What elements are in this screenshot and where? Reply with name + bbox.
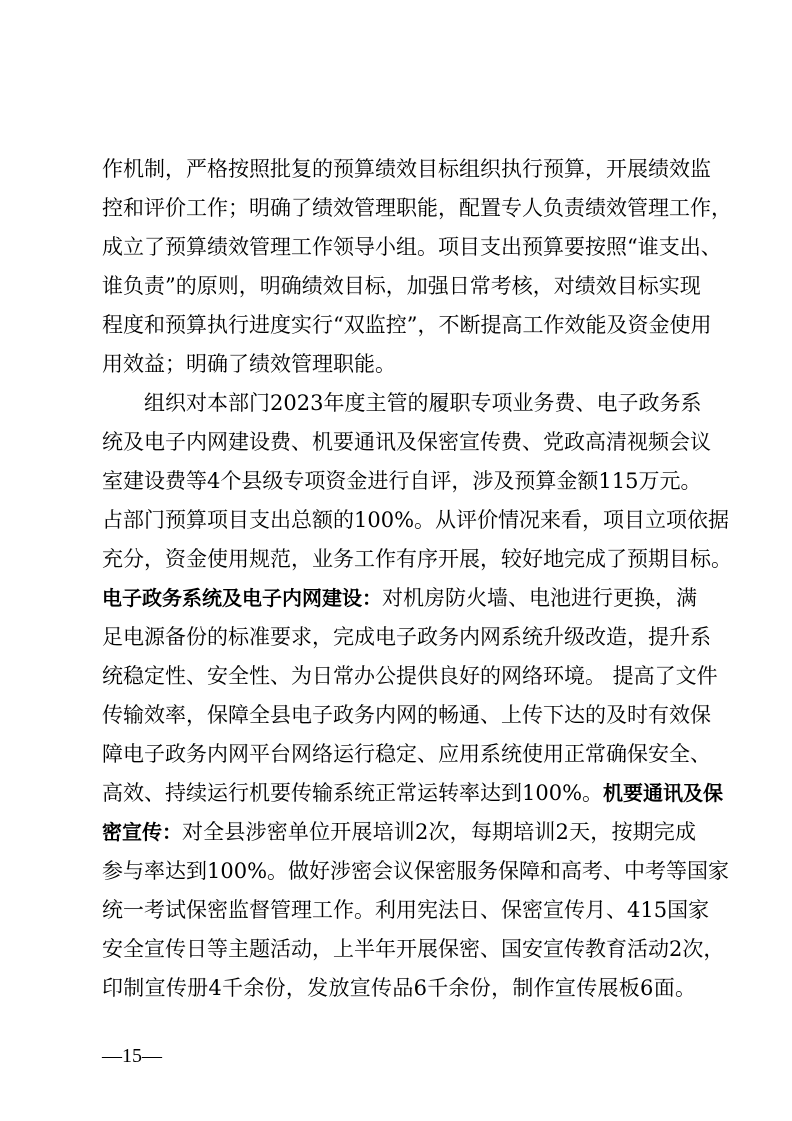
section-heading-e-gov: 电子政务系统及电子内网建设： (102, 586, 382, 610)
paragraph-2-line-3: 室建设费等4个县级专项资金进行自评，涉及预算金额115万元。 (102, 469, 702, 493)
line-before-heading-2: 高效、持续运行机要传输系统正常运转率达到100%。 (102, 781, 604, 805)
paragraph-2-line-14: 统一考试保密监督管理工作。利用宪法日、保密宣传月、415国家 (102, 898, 710, 922)
paragraph-1-line-6: 用效益；明确了绩效管理职能。 (102, 352, 396, 376)
paragraph-2-line-15: 安全宣传日等主题活动，上半年开展保密、国安宣传教育活动2次， (102, 937, 725, 961)
paragraph-2-line-11 (102, 778, 724, 808)
section-heading-e-gov-text: 对机房防火墙、电池进行更换，满 (382, 586, 697, 610)
paragraph-2-line-12 (102, 817, 696, 847)
paragraph-2-line-7: 足电源备份的标准要求，完成电子政务内网系统升级改造，提升系 (102, 625, 711, 649)
paragraph-1-line-1: 作机制，严格按照批复的预算绩效目标组织执行预算，开展绩效监 (102, 157, 711, 181)
paragraph-2-line-1: 组织对本部门2023年度主管的履职专项业务费、电子政务系 (144, 391, 702, 415)
paragraph-2-line-4: 占部门预算项目支出总额的100%。从评价情况来看，项目立项依据 (102, 508, 730, 532)
paragraph-2-line-16: 印制宣传册4千余份，发放宣传品6千余份，制作宣传展板6面。 (102, 976, 696, 1000)
paragraph-1-line-3: 成立了预算绩效管理工作领导小组。项目支出预算要按照“谁支出、 (102, 235, 722, 259)
section-heading-confidential-part1: 机要通讯及保 (603, 781, 724, 805)
paragraph-2-line-6 (102, 583, 696, 613)
paragraph-2-line-8: 统稳定性、安全性、为日常办公提供良好的网络环境。 提高了文件 (102, 664, 718, 688)
paragraph-1-line-5: 程度和预算执行进度实行“双监控”，不断提高工作效能及资金使用 (102, 313, 712, 337)
section-heading-confidential-text: 对全县涉密单位开展培训2次，每期培训2天，按期完成 (182, 820, 696, 844)
paragraph-1-line-2: 控和评价工作；明确了绩效管理职能，配置专人负责绩效管理工作， (102, 196, 732, 220)
paragraph-2-line-13: 参与率达到100%。做好涉密会议保密服务保障和高考、中考等国家 (102, 859, 730, 883)
paragraph-2-line-10: 障电子政务内网平台网络运行稳定、应用系统使用正常确保安全、 (102, 742, 711, 766)
section-heading-confidential-part2: 密宣传： (102, 820, 182, 844)
page-number: —15— (102, 1045, 162, 1067)
paragraph-2-line-2: 统及电子内网建设费、机要通讯及保密宣传费、党政高清视频会议 (102, 430, 711, 454)
paragraph-1-line-4: 谁负责”的原则，明确绩效目标，加强日常考核，对绩效目标实现 (102, 274, 701, 298)
paragraph-2-line-5: 充分，资金使用规范，业务工作有序开展，较好地完成了预期目标。 (102, 547, 732, 571)
paragraph-2-line-9: 传输效率，保障全县电子政务内网的畅通、上传下达的及时有效保 (102, 703, 711, 727)
